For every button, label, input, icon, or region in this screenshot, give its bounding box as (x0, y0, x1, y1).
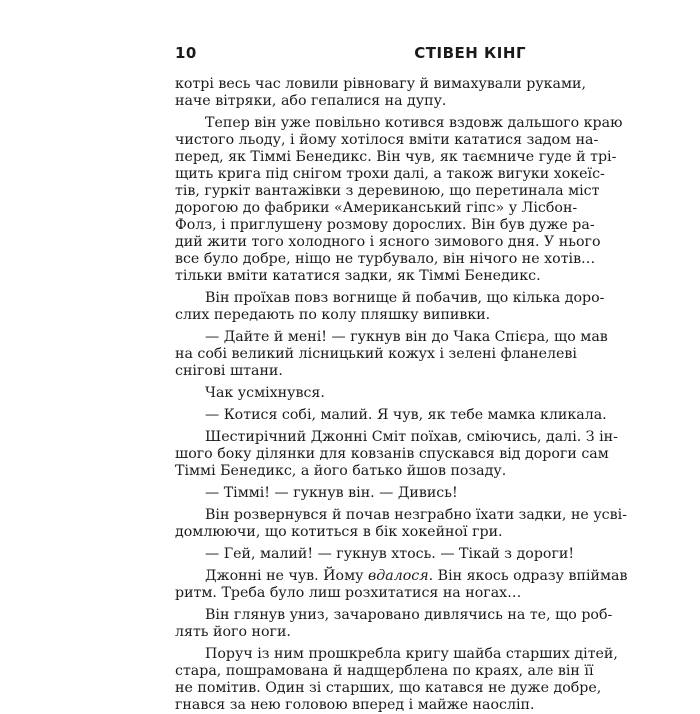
text-line: чистого льоду, і йому хотілося вміти кататися задом на- (175, 132, 599, 148)
text-line: ритм. Треба було лиш розхитатися на ногах… (175, 585, 522, 601)
text-line: тільки вміти кататися задки, як Тіммі Бенедикс. (175, 268, 541, 284)
text-line: Тепер він уже повільно котився вздовж дальшого краю (205, 115, 623, 131)
text-line: Він розвернувся й почав незграбно їхати задки, не усві- (205, 507, 627, 523)
text-line: — Тіммі! — гукнув він. — Дивись! (205, 485, 458, 501)
italic-emphasis: вдалося (368, 568, 429, 584)
text-line: Шестирічний Джонні Сміт поїхав, сміючись, далі. З ін- (205, 429, 618, 445)
text-line: шого боку ділянки для ковзанів спускався від дороги сам (175, 446, 609, 462)
text-line: лять його ноги. (175, 624, 291, 640)
text-line: — Котися собі, малий. Я чув, як тебе мамка кликала. (205, 407, 607, 423)
text-line: Чак усміхнувся. (205, 385, 325, 401)
text-segment: . Він якось одразу впіймав (428, 568, 628, 584)
text-line: наче вітряки, або гепалися на дупу. (175, 93, 447, 109)
text-line: домлюючи, що котиться в бік хокейної гри. (175, 524, 503, 540)
text-line: Він проїхав повз вогнище й побачив, що кілька доро- (205, 290, 605, 306)
text-line: — Гей, малий! — гукнув хтось. — Тікай з дороги! (205, 546, 575, 562)
text-line: на собі великий лісницький кожух і зелені фланелеві (175, 346, 577, 362)
text-line: Тіммі Бенедикс, а його батько йшов позаду. (175, 463, 507, 479)
text-line: дий жити того холодного і ясного зимового дня. У нього (175, 234, 601, 250)
text-line: — Дайте й мені! — гукнув він до Чака Спієра, що мав (205, 329, 608, 345)
text-line: щить крига під снігом трохи далі, а також вигуки хокеїс- (175, 166, 605, 182)
text-line: Поруч із ним прошкребла кригу шайба старших дітей, (205, 646, 618, 662)
text-line: котрі весь час ловили рівновагу й вимахували руками, (175, 76, 586, 92)
page-header (175, 44, 526, 64)
text-line: слих передають по колу пляшку випивки. (175, 307, 491, 323)
running-head-author: СТІВЕН КІНГ (414, 44, 526, 62)
page-number: 10 (175, 44, 197, 62)
body-text (175, 76, 628, 714)
text-line: тів, гуркіт вантажівки з деревиною, що перетинала міст (175, 183, 600, 199)
text-line: все було добре, ніщо не турбувало, він нічого не хотів… (175, 251, 596, 267)
text-line: стара, пошрамована й надщерблена по краях, але він її (175, 663, 594, 679)
text-line: не помітив. Один зі старших, що катався не дуже добре, (175, 680, 602, 696)
text-segment: Джонні не чув. Йому (205, 568, 368, 584)
text-line: Фолз, і приглушену розмову дорослих. Він був дуже ра- (175, 217, 595, 233)
text-line: перед, як Тіммі Бенедикс. Він чув, як таємниче гуде й трі- (175, 149, 617, 165)
text-line: Він глянув униз, зачаровано дивлячись на те, що роб- (205, 607, 613, 623)
text-line: снігові штани. (175, 363, 283, 379)
text-line: гнався за нею головою вперед і майже наосліп. (175, 697, 535, 713)
text-line (175, 568, 628, 585)
text-line: дорогою до фабрики «Американський гіпс» у Лісбон- (175, 200, 578, 216)
